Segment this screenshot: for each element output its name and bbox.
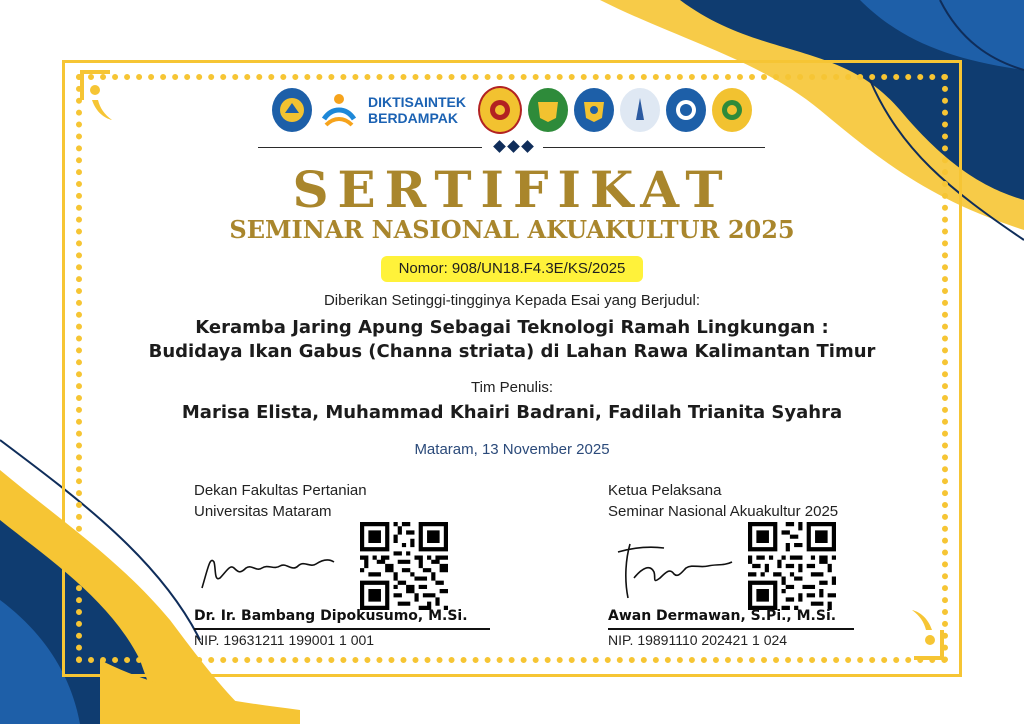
signatory-right [608,480,928,650]
essay-title [0,316,1024,364]
diktisaintek-logo-text [368,94,466,126]
kemdikbud-logo [272,88,312,132]
diktisaintek-emblem [318,88,360,132]
essay-title-line1: Keramba Jaring Apung Sebagai Teknologi Ramah Lingkungan : [195,317,829,338]
university-logo-3 [574,88,614,132]
politeknik-logo [666,88,706,132]
signatory-title-line1: Ketua Pelaksana [608,482,722,499]
header-divider-left [258,147,482,148]
signatory-name: Dr. Ir. Bambang Dipokusumo, M.Si. [194,608,468,624]
signature-left [194,538,344,598]
diamond-ornament [493,140,506,153]
signatory-title-line2: Universitas Mataram [194,503,332,520]
logos-row [272,84,752,136]
signatory-underline [194,628,490,630]
university-logo-6 [712,88,752,132]
certificate-subtitle: SEMINAR NASIONAL AKUAKULTUR 2025 [229,215,795,244]
university-logo-2 [528,88,568,132]
team-label: Tim Penulis: [471,379,553,396]
signatory-title-line1: Dekan Fakultas Pertanian [194,482,367,499]
certificate-number: Nomor: 908/UN18.F4.3E/KS/2025 [381,256,643,282]
unram-logo [478,86,522,134]
certificate-title: SERTIFIKAT [292,160,732,219]
qr-code-left [360,522,448,610]
given-to-text: Diberikan Setinggi-tingginya Kepada Esai yang Berjudul: [323,292,701,309]
signature-right [608,538,738,604]
logo-text-line2: BERDAMPAK [368,110,458,126]
signatory-name: Awan Dermawan, S.Pi., M.Si. [608,608,837,624]
signatory-nip: NIP. 19631211 199001 1 001 [194,632,375,648]
signatory-nip: NIP. 19891110 202421 1 024 [608,632,788,648]
signatory-left [194,480,514,650]
logo-text-line1: DIKTISAINTEK [368,94,466,110]
signatory-underline [608,628,854,630]
university-logo-4 [620,88,660,132]
header-divider-right [543,147,765,148]
essay-title-line2: Budidaya Ikan Gabus (Channa striata) di Lahan Rawa Kalimantan Timur [148,341,876,362]
diamond-ornament [521,140,534,153]
signatory-title-line2: Seminar Nasional Akuakultur 2025 [608,503,839,520]
authors: Marisa Elista, Muhammad Khairi Badrani, Fadilah Trianita Syahra [181,402,843,423]
header-diamonds [483,140,543,154]
diamond-ornament [507,140,520,153]
qr-code-right [748,522,836,610]
place-date: Mataram, 13 November 2025 [414,441,610,458]
